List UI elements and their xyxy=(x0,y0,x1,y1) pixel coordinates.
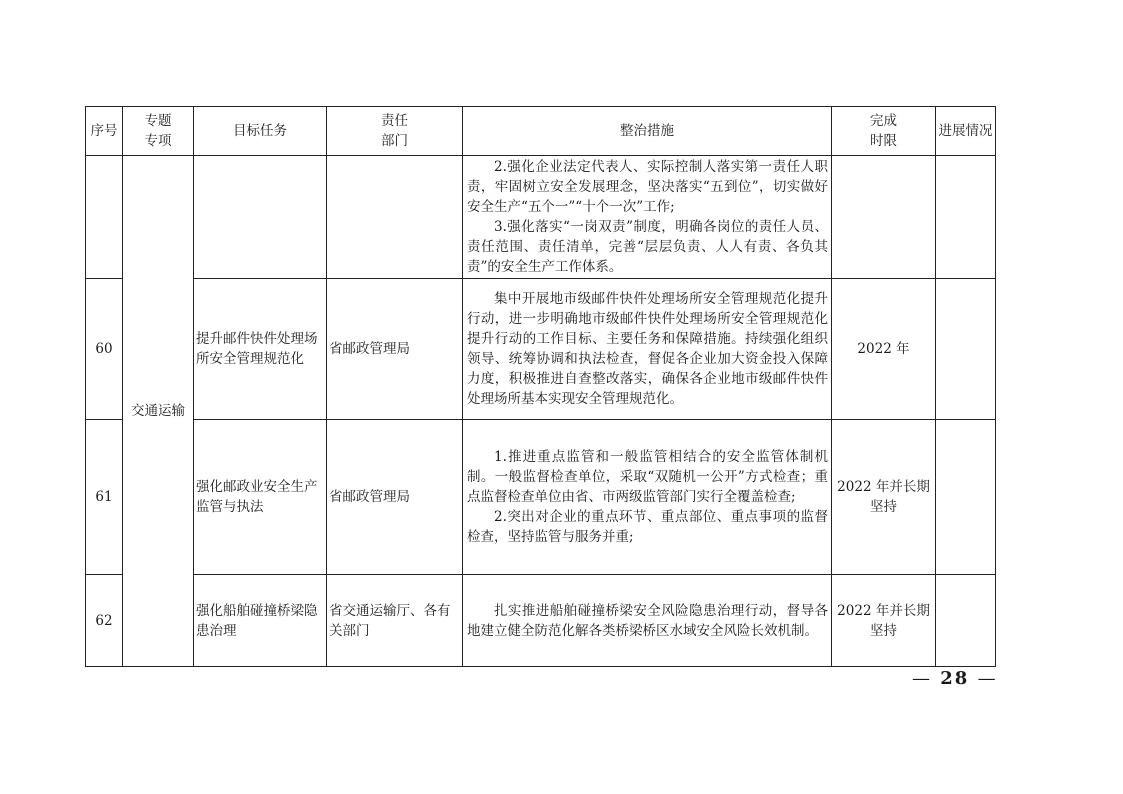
row-measures xyxy=(463,575,832,667)
header-row xyxy=(86,107,996,156)
header-deadline: 完成 时限 xyxy=(832,107,936,156)
row-deadline xyxy=(832,156,936,279)
header-topic: 专题 专项 xyxy=(123,107,194,156)
row-progress xyxy=(936,575,996,667)
header-progress: 进展情况 xyxy=(936,107,996,156)
header-measures: 整治措施 xyxy=(463,107,832,156)
table-row xyxy=(86,156,996,279)
row-measures xyxy=(463,420,832,575)
measure-paragraph: 扎实推进船舶碰撞桥梁安全风险隐患治理行动，督导各地建立健全防范化解各类桥梁桥区水域安全风险长效机制。 xyxy=(467,602,828,639)
page-number xyxy=(912,668,998,689)
row-dept: 省邮政管理局 xyxy=(327,420,463,575)
row-deadline: 2022 年并长期坚持 xyxy=(832,575,936,667)
page-number-value: 28 xyxy=(940,668,970,689)
header-seq: 序号 xyxy=(86,107,123,156)
row-seq: 62 xyxy=(86,575,123,667)
row-target: 强化船舶碰撞桥梁隐患治理 xyxy=(194,575,327,667)
row-measures xyxy=(463,279,832,420)
table-row xyxy=(86,420,996,575)
measure-paragraph: 3.强化落实“一岗双责”制度，明确各岗位的责任人员、责任范围、责任清单，完善“层层负责、人人有责、各负其责”的安全生产工作体系。 xyxy=(467,219,828,275)
row-deadline: 2022 年并长期坚持 xyxy=(832,420,936,575)
row-seq: 61 xyxy=(86,420,123,575)
measure-paragraph: 1.推进重点监管和一般监管相结合的安全监管体制机制。一般监督检查单位，采取“双随机一公开”方式检查；重点监督检查单位由省、市两级监管部门实行全覆盖检查; xyxy=(467,449,828,505)
task-table xyxy=(85,106,996,667)
measure-paragraph: 集中开展地市级邮件快件处理场所安全管理规范化提升行动，进一步明确地市级邮件快件处理场所安全管理规范化提升行动的工作目标、主要任务和保障措施。持续强化组织领导、统筹协调和执法检查，督促各企业加大资金投入保障力度，积极推进自查整改落实，确保各企业地市级邮件快件处理场所基本实现安全管理规范化。 xyxy=(467,291,828,407)
row-dept: 省邮政管理局 xyxy=(327,279,463,420)
row-progress xyxy=(936,279,996,420)
header-dept: 责任 部门 xyxy=(327,107,463,156)
row-dept xyxy=(327,156,463,279)
row-seq xyxy=(86,156,123,279)
row-dept: 省交通运输厅、各有关部门 xyxy=(327,575,463,667)
row-seq: 60 xyxy=(86,279,123,420)
measure-paragraph: 2.突出对企业的重点环节、重点部位、重点事项的监督检查，坚持监管与服务并重; xyxy=(467,509,828,545)
table-row xyxy=(86,575,996,667)
row-progress xyxy=(936,420,996,575)
measure-paragraph: 2.强化企业法定代表人、实际控制人落实第一责任人职责，牢固树立安全发展理念，坚决落实“五到位”，切实做好安全生产“五个一”“十个一次”工作; xyxy=(467,159,828,215)
row-target: 强化邮政业安全生产监管与执法 xyxy=(194,420,327,575)
header-target: 目标任务 xyxy=(194,107,327,156)
category-cell: 交通运输 xyxy=(123,156,194,667)
row-target xyxy=(194,156,327,279)
row-target: 提升邮件快件处理场所安全管理规范化 xyxy=(194,279,327,420)
row-deadline: 2022 年 xyxy=(832,279,936,420)
row-measures xyxy=(463,156,832,279)
page-dash-right: — xyxy=(977,668,998,689)
row-progress xyxy=(936,156,996,279)
table-row xyxy=(86,279,996,420)
page-dash-left: — xyxy=(912,668,932,689)
